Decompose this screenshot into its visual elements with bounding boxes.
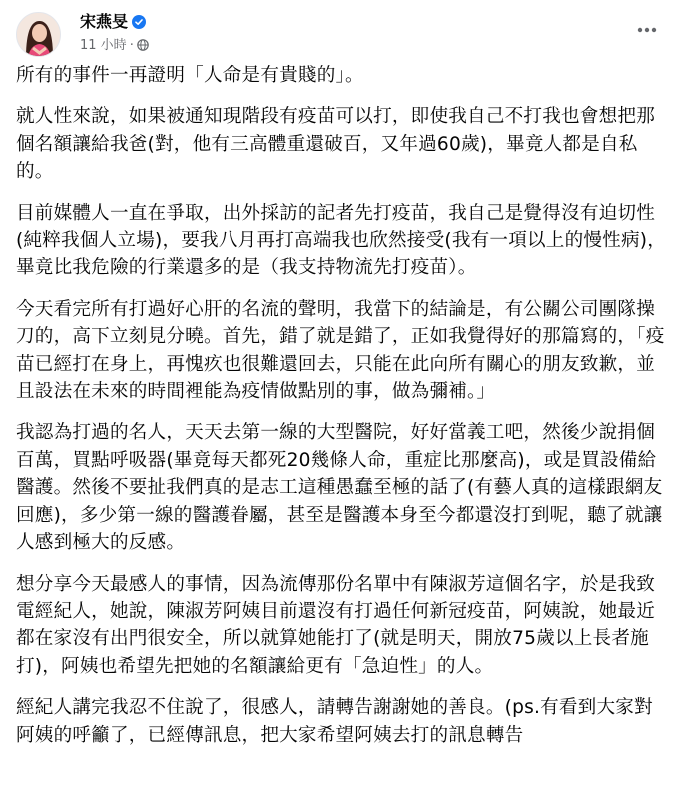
post-paragraph: 今天看完所有打過好心肝的名流的聲明，我當下的結論是，有公關公司團隊操刀的，高下立刻見分曉。首先，錯了就是錯了，正如我覺得好的那篇寫的，「疫苗已經打在身上，再愧疚也很難還回去，只能在此向所有關心的朋友致歉，並且設法在未來的時間裡能為疫情做點別的事，做為彌補。」 — [16, 298, 665, 403]
author-name-text[interactable]: 宋燕旻 — [80, 12, 129, 31]
meta-separator: · — [129, 38, 134, 53]
post-body — [16, 62, 668, 763]
post-timestamp[interactable]: 11 小時 — [80, 38, 127, 53]
globe-icon[interactable] — [137, 39, 149, 51]
author-name[interactable] — [80, 12, 146, 32]
more-options-button[interactable] — [629, 12, 665, 48]
avatar[interactable] — [16, 12, 61, 57]
post-header — [16, 8, 665, 60]
post-paragraph: 我認為打過的名人，天天去第一線的大型醫院，好好當義工吧，然後少說捐個百萬，買點呼吸器(畢竟每天都死20幾條人命，重症比那麼高)，或是買設備給醫護。然後不要扯我們真的是志工這種愚蠢至極的話了(有藝人真的這樣跟網友回應)，多少第一線的醫護眷屬，甚至是醫護本身至今都還沒打到呢，聽了就讓人感到極大的反感。 — [16, 422, 663, 554]
post-paragraph: 目前媒體人一直在爭取，出外採訪的記者先打疫苗，我自己是覺得沒有迫切性(純粹我個人立場)，要我八月再打高端我也欣然接受(我有一項以上的慢性病)，畢竟比我危險的行業還多的是（我支持物流先打疫苗）。 — [16, 202, 667, 279]
post-meta — [80, 37, 149, 55]
post-paragraph: 經紀人講完我忍不住說了，很感人，請轉告謝謝她的善良。(ps.有看到大家對阿姨的呼籲了，已經傳訊息，把大家希望阿姨去打的訊息轉告 — [16, 697, 653, 746]
post-paragraph: 想分享今天最感人的事情，因為流傳那份名單中有陳淑芳這個名字，於是我致電經紀人，她說，陳淑芳阿姨目前還沒有打過任何新冠疫苗，阿姨說，她最近都在家沒有出門很安全，所以就算她能打了(就是明天，開放75歲以上長者施打)，阿姨也希望先把她的名額讓給更有「急迫性」的人。 — [16, 573, 655, 677]
verified-badge-icon — [132, 15, 146, 29]
post-paragraph: 就人性來說，如果被通知現階段有疫苗可以打，即使我自己不打我也會想把那個名額讓給我爸(對，他有三高體重還破百，又年過60歲)，畢竟人都是自私的。 — [16, 106, 655, 183]
post-paragraph: 所有的事件一再證明「人命是有貴賤的」。 — [16, 65, 364, 86]
profile-photo — [17, 13, 61, 57]
more-options-icon — [637, 27, 657, 33]
